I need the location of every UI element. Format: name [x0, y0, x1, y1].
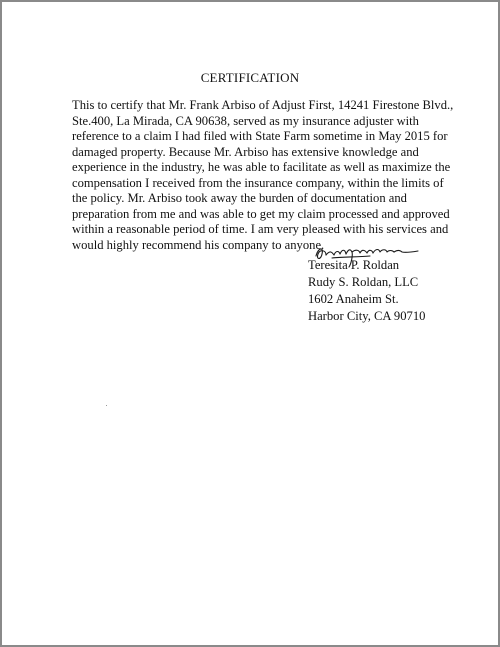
scan-speck: [106, 405, 107, 406]
body-line: within a reasonable period of time. I am very pleased with his services and: [72, 222, 449, 236]
document-title: CERTIFICATION: [200, 70, 300, 85]
signer-name: Teresita P. Roldan: [308, 258, 400, 272]
body-line: preparation from me and was able to get my claim processed and approved: [72, 206, 450, 221]
signer-city: Harbor City, CA 90710: [308, 309, 426, 323]
body-line: experience in the industry, he was able to facilitate as well as maximize the: [72, 160, 451, 174]
body-line: damaged property. Because Mr. Arbiso has extensive knowledge and: [72, 144, 419, 159]
body-line: compensation I received from the insurance company, within the limits of: [72, 175, 444, 190]
signer-company: Rudy S. Roldan, LLC: [308, 275, 419, 289]
body-line: This to certify that Mr. Frank Arbiso of Adjust First, 14241 Firestone Blvd.,: [72, 98, 454, 112]
signature-block: [308, 257, 425, 325]
certification-body: [72, 98, 454, 253]
body-line: the policy. Mr. Arbiso took away the burden of documentation and: [72, 191, 407, 205]
body-line: would highly recommend his company to anyone.: [72, 237, 325, 252]
body-line: reference to a claim I had filed with State Farm sometime in May 2015 for: [72, 129, 448, 143]
signer-street: 1602 Anaheim St.: [308, 292, 399, 306]
body-line: Ste.400, La Mirada, CA 90638, served as my insurance adjuster with: [72, 113, 419, 128]
